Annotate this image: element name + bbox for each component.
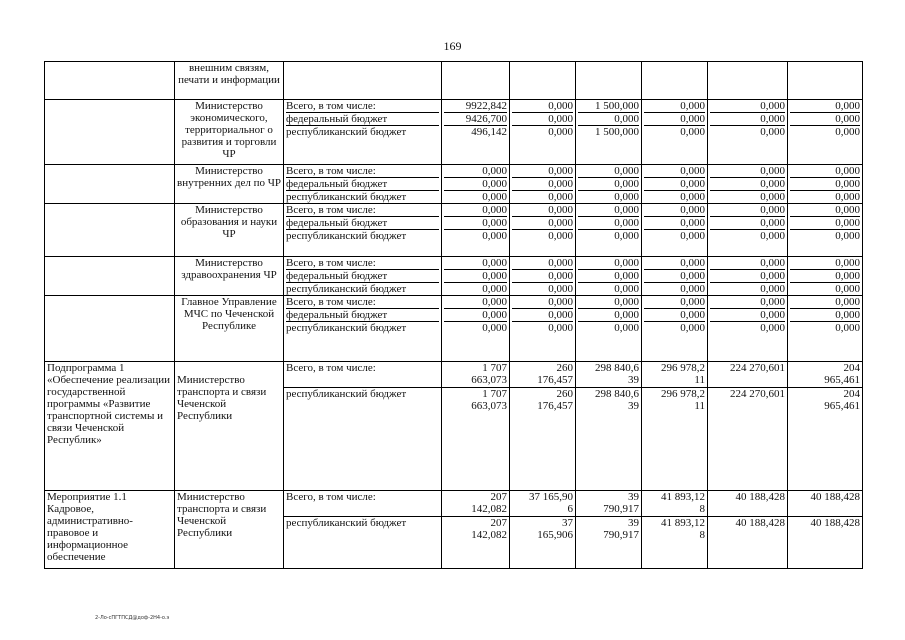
measure-name: Мероприятие 1.1 Кадровое, административно-правовое и информационное обеспечение xyxy=(45,491,175,569)
value-cell: 0,000 0,000 0,000 xyxy=(576,204,642,257)
value-cell: 40 188,428 xyxy=(788,491,863,517)
budget-table xyxy=(44,61,863,569)
value-cell: 41 893,12 8 xyxy=(642,517,708,569)
value-cell: 40 188,428 xyxy=(708,517,788,569)
value-cell: 207 142,082 xyxy=(442,491,510,517)
table-row xyxy=(45,204,863,257)
value-cell: 0,000 0,000 0,000 xyxy=(442,165,510,204)
table-row xyxy=(45,165,863,204)
subprogram-name: Подпрограмма 1 «Обеспечение реализации государственной программы «Развитие транспортной системы и связи Чеченской Республик» xyxy=(45,362,175,491)
value-cell: 0,000 0,000 0,000 xyxy=(708,100,788,165)
budget-type-cell: Всего, в том числе: xyxy=(284,491,442,517)
value-cell: 0,000 0,000 0,000 xyxy=(708,296,788,362)
org-cell: внешним связям, печати и информации xyxy=(175,62,284,100)
table-row xyxy=(45,296,863,362)
page-number: 169 xyxy=(443,39,462,53)
table-row xyxy=(45,491,863,517)
value-cell: 0,000 0,000 0,000 xyxy=(510,257,576,296)
budget-type-cell: Всего, в том числе: федеральный бюджет республиканский бюджет xyxy=(284,257,442,296)
value-cell: 1 707 663,073 xyxy=(442,362,510,388)
value-cell: 260 176,457 xyxy=(510,388,576,491)
value-cell: 0,000 0,000 0,000 xyxy=(442,296,510,362)
value-cell: 0,000 0,000 0,000 xyxy=(642,257,708,296)
table-row xyxy=(45,100,863,165)
value-cell: 0,000 0,000 0,000 xyxy=(642,100,708,165)
budget-type-cell: республиканский бюджет xyxy=(284,388,442,491)
value-cell: 207 142,082 xyxy=(442,517,510,569)
value-cell: 0,000 0,000 0,000 xyxy=(642,165,708,204)
value-cell: 39 790,917 xyxy=(576,517,642,569)
value-cell: 0,000 0,000 0,000 xyxy=(788,204,863,257)
value-cell: 0,000 0,000 0,000 xyxy=(708,257,788,296)
program-cell xyxy=(45,62,175,100)
value-cell: 0,000 0,000 0,000 xyxy=(510,296,576,362)
table-row xyxy=(45,362,863,388)
value-cell: 0,000 0,000 0,000 xyxy=(642,204,708,257)
value-cell: 37 165,906 xyxy=(510,517,576,569)
value-cell: 1 707 663,073 xyxy=(442,388,510,491)
value-cell: 0,000 0,000 0,000 xyxy=(576,165,642,204)
value-cell: 0,000 0,000 0,000 xyxy=(708,165,788,204)
org-cell: Министерство экономического, территориальног о развития и торговли ЧР xyxy=(175,100,284,165)
value-cell: 296 978,2 11 xyxy=(642,362,708,388)
value-cell: 0,000 0,000 0,000 xyxy=(788,296,863,362)
value-cell: 204 965,461 xyxy=(788,388,863,491)
table-row xyxy=(45,257,863,296)
value-cell: 1 500,000 0,000 1 500,000 xyxy=(576,100,642,165)
budget-type-cell: Всего, в том числе: федеральный бюджет республиканский бюджет xyxy=(284,100,442,165)
budget-type-cell: Всего, в том числе: федеральный бюджет республиканский бюджет xyxy=(284,204,442,257)
value-cell: 298 840,6 39 xyxy=(576,362,642,388)
org-cell: Министерство транспорта и связи Чеченской Республики xyxy=(175,491,284,569)
value-cell: 0,000 0,000 0,000 xyxy=(708,204,788,257)
budget-type-cell: Всего, в том числе: федеральный бюджет республиканский бюджет xyxy=(284,296,442,362)
value-cell: 0,000 0,000 0,000 xyxy=(442,257,510,296)
org-cell: Министерство внутренних дел по ЧР xyxy=(175,165,284,204)
value-cell: 0,000 0,000 0,000 xyxy=(788,257,863,296)
footer-code: 2-Ло-сПГТПСД@доф-2Н4-о.э xyxy=(95,615,170,621)
value-cell: 296 978,2 11 xyxy=(642,388,708,491)
budget-type-cell: Всего, в том числе: федеральный бюджет республиканский бюджет xyxy=(284,165,442,204)
value-cell: 0,000 0,000 0,000 xyxy=(510,165,576,204)
budget-type-cell: Всего, в том числе: xyxy=(284,362,442,388)
value-cell: 0,000 0,000 0,000 xyxy=(788,100,863,165)
value-cell: 0,000 0,000 0,000 xyxy=(442,204,510,257)
value-cell: 0,000 0,000 0,000 xyxy=(788,165,863,204)
org-cell: Министерство транспорта и связи Чеченской Республики xyxy=(175,362,284,491)
value-cell: 204 965,461 xyxy=(788,362,863,388)
value-cell: 0,000 0,000 0,000 xyxy=(642,296,708,362)
value-cell: 41 893,12 8 xyxy=(642,491,708,517)
value-cell: 0,000 0,000 0,000 xyxy=(510,100,576,165)
org-cell: Министерство образования и науки ЧР xyxy=(175,204,284,257)
value-cell: 40 188,428 xyxy=(788,517,863,569)
value-cell: 298 840,6 39 xyxy=(576,388,642,491)
value-cell: 9922,842 9426,700 496,142 xyxy=(442,100,510,165)
value-cell: 224 270,601 xyxy=(708,362,788,388)
table-row xyxy=(45,62,863,100)
value-cell: 40 188,428 xyxy=(708,491,788,517)
value-cell: 0,000 0,000 0,000 xyxy=(510,204,576,257)
org-cell: Главное Управление МЧС по Чеченской Республике xyxy=(175,296,284,362)
value-cell: 39 790,917 xyxy=(576,491,642,517)
value-cell: 260 176,457 xyxy=(510,362,576,388)
value-cell: 0,000 0,000 0,000 xyxy=(576,257,642,296)
value-cell: 224 270,601 xyxy=(708,388,788,491)
value-cell: 37 165,90 6 xyxy=(510,491,576,517)
budget-type-cell: республиканский бюджет xyxy=(284,517,442,569)
value-cell: 0,000 0,000 0,000 xyxy=(576,296,642,362)
org-cell: Министерство здравоохранения ЧР xyxy=(175,257,284,296)
